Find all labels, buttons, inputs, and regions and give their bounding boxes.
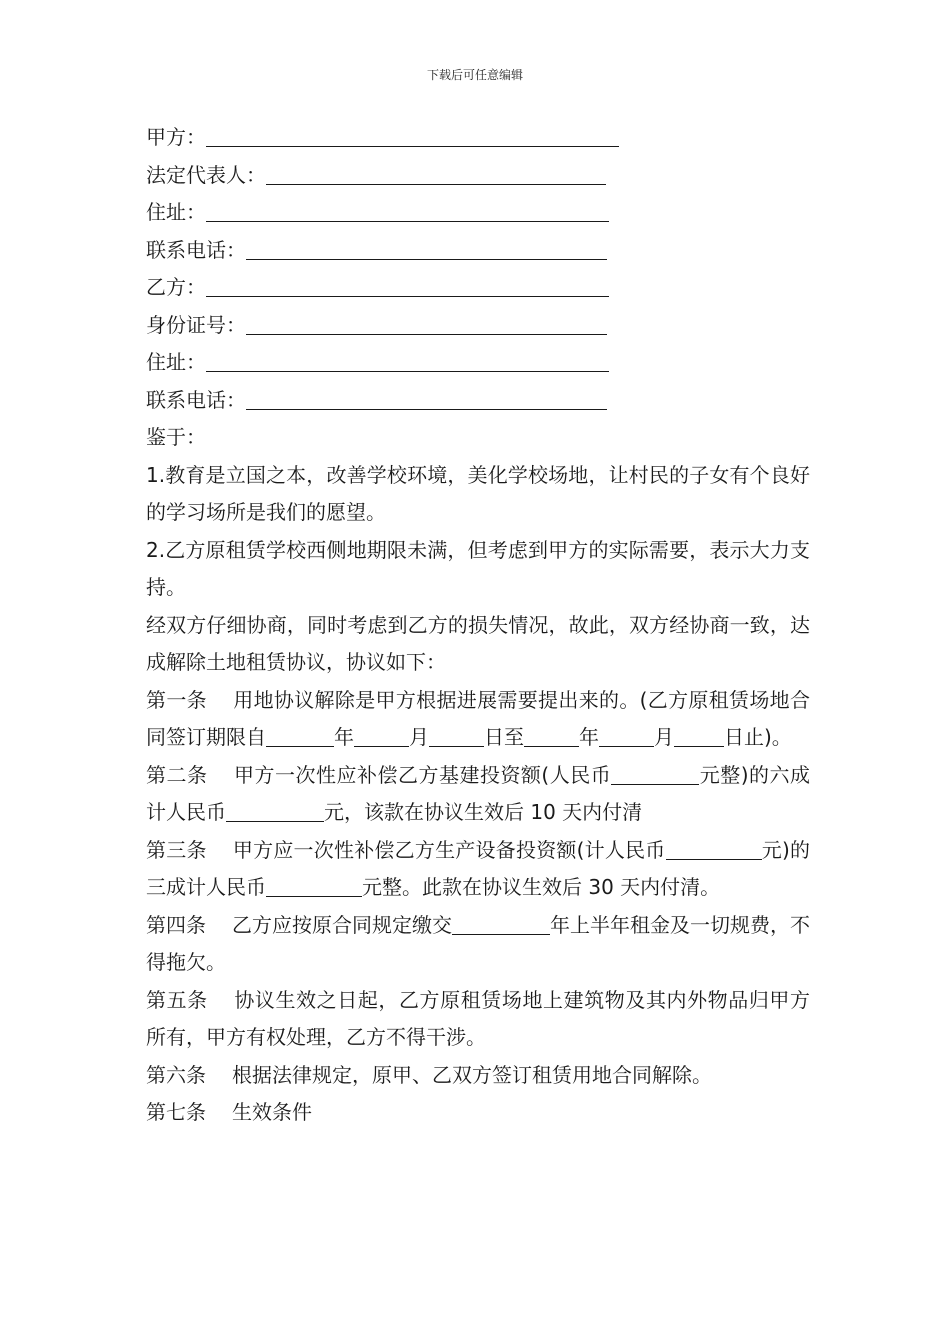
article-text: 年上半年租金及一切规费，不得拖欠。 bbox=[146, 912, 810, 974]
fill-blank[interactable] bbox=[206, 349, 609, 372]
field-label: 身份证号： bbox=[146, 312, 246, 337]
field-label: 法定代表人： bbox=[146, 162, 266, 187]
field-label: 住址： bbox=[146, 200, 206, 224]
field-label: 甲方： bbox=[146, 125, 206, 149]
field-id-number bbox=[146, 307, 810, 345]
article-text: 甲方一次性应补偿乙方基建投资额(人民币 bbox=[233, 762, 612, 787]
article-6 bbox=[146, 1057, 810, 1095]
whereas-item-1: 1.教育是立国之本，改善学校环境，美化学校场地，让村民的子女有个良好的学习场所是我们的愿望。 bbox=[146, 462, 810, 524]
whereas-intro: 经双方仔细协商，同时考虑到乙方的损失情况，故此，双方经协商一致，达成解除土地租赁协议，协议如下： bbox=[146, 612, 810, 674]
fill-blank[interactable] bbox=[752, 837, 762, 860]
fill-blank[interactable] bbox=[666, 837, 752, 860]
fill-blank[interactable] bbox=[524, 724, 579, 747]
article-text: 日至 bbox=[484, 725, 524, 749]
field-phone-b bbox=[146, 382, 810, 420]
article-text: 年 bbox=[334, 725, 354, 749]
field-label: 联系电话： bbox=[146, 387, 246, 412]
field-legal-rep bbox=[146, 157, 810, 195]
field-label: 联系电话： bbox=[146, 237, 246, 262]
article-heading: 第三条 bbox=[146, 837, 207, 862]
fill-blank[interactable] bbox=[246, 387, 607, 410]
field-address-a bbox=[146, 194, 810, 232]
fill-blank[interactable] bbox=[206, 124, 619, 147]
fill-blank[interactable] bbox=[704, 724, 724, 747]
article-text: 元)的三成计人民币 bbox=[146, 837, 810, 899]
fill-blank[interactable] bbox=[599, 724, 654, 747]
fill-blank[interactable] bbox=[429, 724, 484, 747]
field-party-b bbox=[146, 269, 810, 307]
fill-blank[interactable] bbox=[611, 762, 699, 785]
fill-blank[interactable] bbox=[266, 874, 362, 897]
article-3 bbox=[146, 832, 810, 907]
fill-blank[interactable] bbox=[674, 724, 704, 747]
article-text: 月 bbox=[409, 725, 429, 749]
contract-body bbox=[146, 119, 810, 1132]
article-text: 甲方应一次性补偿乙方生产设备投资额(计人民币 bbox=[232, 837, 666, 862]
fill-blank[interactable] bbox=[246, 312, 607, 335]
article-heading: 第七条 bbox=[146, 1100, 206, 1124]
article-text: 根据法律规定，原甲、乙双方签订租赁用地合同解除。 bbox=[232, 1062, 712, 1087]
article-text: 乙方应按原合同规定缴交 bbox=[232, 912, 452, 937]
article-heading: 第四条 bbox=[146, 912, 206, 937]
article-2 bbox=[146, 757, 810, 832]
fill-blank[interactable] bbox=[246, 237, 607, 260]
article-heading: 第一条 bbox=[146, 687, 207, 712]
fill-blank[interactable] bbox=[266, 162, 606, 185]
article-text: 元，该款在协议生效后 10 天内付清 bbox=[324, 800, 643, 824]
fill-blank[interactable] bbox=[354, 724, 409, 747]
fill-blank[interactable] bbox=[226, 799, 324, 822]
article-heading: 第二条 bbox=[146, 762, 208, 787]
article-5 bbox=[146, 982, 810, 1057]
article-text: 月 bbox=[654, 725, 674, 749]
article-text: 元整)的六成计人民币 bbox=[146, 762, 810, 824]
article-text: 用地协议解除是甲方根据进展需要提出来的。(乙方原租赁场地合同签订期限自 bbox=[146, 687, 811, 749]
article-text: 协议生效之日起，乙方原租赁场地上建筑物及其内外物品归甲方所有，甲方有权处理，乙方不得干涉。 bbox=[146, 987, 811, 1049]
article-heading: 第六条 bbox=[146, 1062, 206, 1087]
field-address-b bbox=[146, 344, 810, 382]
article-7 bbox=[146, 1094, 810, 1132]
article-text: 生效条件 bbox=[232, 1100, 312, 1124]
field-label: 乙方： bbox=[146, 275, 206, 299]
article-1 bbox=[146, 682, 810, 757]
page-header: 下载后可任意编辑 bbox=[426, 68, 523, 82]
fill-blank[interactable] bbox=[266, 724, 334, 747]
article-4 bbox=[146, 907, 810, 982]
fill-blank[interactable] bbox=[206, 274, 609, 297]
field-phone-a bbox=[146, 232, 810, 270]
field-label: 住址： bbox=[146, 350, 206, 374]
article-heading: 第五条 bbox=[146, 987, 208, 1012]
field-party-a bbox=[146, 119, 810, 157]
whereas-title: 鉴于： bbox=[146, 425, 206, 449]
fill-blank[interactable] bbox=[452, 912, 550, 935]
article-text: 日止)。 bbox=[724, 725, 792, 749]
fill-blank[interactable] bbox=[206, 199, 609, 222]
article-text: 元整。此款在协议生效后 30 天内付清。 bbox=[362, 875, 721, 899]
whereas-item-2: 2.乙方原租赁学校西侧地期限未满，但考虑到甲方的实际需要，表示大力支持。 bbox=[146, 537, 810, 599]
article-text: 年 bbox=[579, 725, 599, 749]
